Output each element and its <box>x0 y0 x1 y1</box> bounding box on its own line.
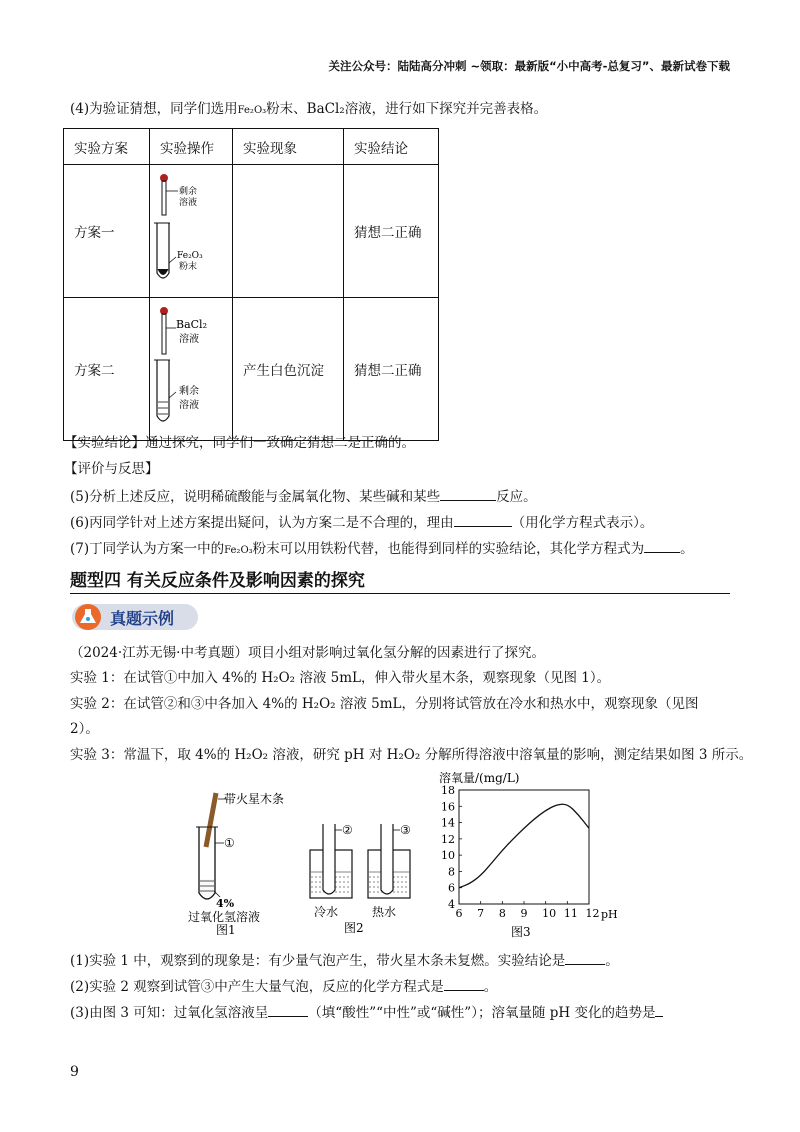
chart-y-tick-label: 18 <box>441 784 455 797</box>
exp3-line: 实验 3：常温下，取 4%的 H₂O₂ 溶液，研究 pH 对 H₂O₂ 分解所得溶液中溶氧量的影响，测定结果如图 3 所示。 <box>70 747 753 763</box>
s3-answer-blank[interactable] <box>268 1002 308 1017</box>
header-operation: 实验操作 <box>150 129 233 165</box>
row1-conclusion: 猜想二正确 <box>344 165 439 298</box>
header-note: 关注公众号：陆陆高分冲刺 ~领取：最新版“小中高考-总复习”、最新试卷下载 <box>328 59 730 73</box>
q7-answer-blank[interactable] <box>644 538 680 553</box>
q4-mid: 粉末、 <box>266 101 307 117</box>
q5-before: (5)分析上述反应，说明稀硫酸能与金属氧化物、某些碱和某些 <box>70 489 441 505</box>
chart-x-tick-label: 11 <box>563 907 578 920</box>
fig2-caption: 图2 <box>344 921 364 935</box>
figure-2 <box>300 820 425 935</box>
row2-plan: 方案二 <box>64 298 150 441</box>
chart-y-tick-label: 6 <box>448 881 455 895</box>
figure-3-chart <box>435 770 620 942</box>
row2-tube-label: 剩余 <box>179 386 199 397</box>
q4-line <box>70 100 547 120</box>
row2-dropper-label: BaCl₂ <box>176 318 207 331</box>
chart-x-tick-label: 7 <box>477 907 485 920</box>
exp2-line: 实验 2：在试管②和③中各加入 4%的 H₂O₂ 溶液 5mL，分别将试管放在冷水和热水中，观察现象（见图 <box>70 696 699 712</box>
q4-fe2o3: Fe₂O₃ <box>237 105 267 116</box>
row1-plan: 方案一 <box>64 165 150 298</box>
s1-end: 。 <box>605 953 619 969</box>
row2-dropper-label2: 溶液 <box>179 334 199 345</box>
q6-after: （用化学方程式表示）。 <box>511 515 654 531</box>
chart-x-tick-label: 10 <box>542 907 557 920</box>
row1-dropper-label2: 溶液 <box>179 198 198 208</box>
s3-after: （填“酸性”“中性”或“碱性”）；溶氧量随 pH 变化的趋势是 <box>308 1005 656 1021</box>
chart-y-tick-label: 10 <box>441 849 455 863</box>
row1-tube-label2: 粉末 <box>179 262 198 272</box>
badge-label: 真题示例 <box>110 609 175 628</box>
chart-y-tick-label: 12 <box>441 832 455 846</box>
chart-y-tick-label: 4 <box>448 898 455 911</box>
q7-after: 粉末可以用铁粉代替，也能得到同样的实验结论，其化学方程式为 <box>252 541 645 557</box>
chart-series-line <box>459 804 589 887</box>
row1-dropper-label: 剩余 <box>179 187 198 197</box>
s3-line <box>70 1002 663 1022</box>
row2-apparatus <box>150 298 232 436</box>
q7-end: 。 <box>680 541 694 557</box>
fig2-tube2-label: ② <box>342 823 353 837</box>
fig1-stick-label: 带火星木条 <box>224 792 285 806</box>
fig2-cold-label: 冷水 <box>314 905 339 919</box>
conclusion-line: 【实验结论】通过探究，同学们一致确定猜想二是正确的。 <box>64 435 415 451</box>
q6-before: (6)丙同学针对上述方案提出疑问，认为方案二是不合理的，理由 <box>70 515 454 531</box>
s3-before: (3)由图 3 可知：过氧化氢溶液呈 <box>70 1005 269 1021</box>
q6-line <box>70 512 653 532</box>
exp2-line-cont: 2）。 <box>70 721 99 737</box>
q7-line <box>70 538 694 560</box>
page-number: 9 <box>70 1064 79 1080</box>
fig2-hot-label: 热水 <box>372 905 397 919</box>
q7-fe2o3: Fe₂O₃ <box>224 545 253 556</box>
section-divider <box>70 593 730 594</box>
test-tube-icon <box>157 360 169 421</box>
chart-x-axis-label: pH <box>601 908 618 921</box>
s1-before: (1)实验 1 中，观察到的现象是：有少量气泡产生，带火星木条未复燃。实验结论是 <box>70 953 566 969</box>
s1-line <box>70 950 619 970</box>
s2-end: 。 <box>483 979 498 995</box>
q5-after: 反应。 <box>496 489 537 505</box>
q5-answer-blank[interactable] <box>440 486 496 501</box>
fig3-caption: 图3 <box>511 925 531 939</box>
chart-x-tick-label: 9 <box>520 907 528 920</box>
fig1-tube-label: ① <box>224 836 235 850</box>
q7-before: (7)丁同学认为方案一中的 <box>70 541 225 557</box>
test-tube-icon <box>323 824 335 894</box>
reflection-heading: 【评价与反思】 <box>64 461 159 477</box>
row2-conclusion: 猜想二正确 <box>344 298 439 441</box>
s2-before: (2)实验 2 观察到试管③中产生大量气泡，反应的化学方程式是 <box>70 979 444 995</box>
header-phenomenon: 实验现象 <box>233 129 344 165</box>
row1-tube-label: Fe₂O₃ <box>177 251 203 261</box>
fig2-tube3-label: ③ <box>400 823 411 837</box>
chart-y-tick-label: 16 <box>441 800 455 814</box>
dropper-icon <box>162 314 166 354</box>
chart-y-axis-label: 溶氧量/(mg/L) <box>439 771 520 785</box>
s2-answer-blank[interactable] <box>444 976 484 991</box>
chart-x-tick-label: 12 <box>585 907 600 920</box>
q4-suffix: 溶液，进行如下探究并完善表格。 <box>344 101 548 117</box>
q6-answer-blank[interactable] <box>454 512 512 527</box>
s2-line <box>70 976 497 996</box>
row2-phenomenon: 产生白色沉淀 <box>233 298 344 441</box>
fig1-caption: 图1 <box>216 923 236 935</box>
row2-operation <box>150 298 233 441</box>
s3-trend-blank[interactable] <box>655 1002 663 1017</box>
table-header-row <box>64 129 439 165</box>
s1-answer-blank[interactable] <box>565 950 605 965</box>
dropper-icon <box>162 181 166 215</box>
table-row <box>64 165 439 298</box>
q4-bacl2: BaCl₂ <box>306 101 345 117</box>
row1-operation <box>150 165 233 298</box>
fig1-percent: 4% <box>216 897 235 910</box>
q5-line <box>70 486 537 506</box>
example-badge <box>70 600 202 632</box>
exp1-line: 实验 1：在试管①中加入 4%的 H₂O₂ 溶液 5mL，伸入带火星木条，观察现象（见图 1）。 <box>70 670 611 686</box>
intro-line: （2024·江苏无锡·中考真题）项目小组对影响过氧化氢分解的因素进行了探究。 <box>70 645 545 661</box>
figure-1 <box>180 785 295 935</box>
chart-y-tick-label: 8 <box>448 865 455 879</box>
header-conclusion: 实验结论 <box>344 129 439 165</box>
q4-prefix: (4)为验证猜想，同学们选用 <box>70 101 238 117</box>
chart-x-tick-label: 6 <box>455 907 463 920</box>
table-row <box>64 298 439 441</box>
row1-apparatus <box>150 165 232 293</box>
chart-x-tick-label: 8 <box>498 907 506 920</box>
header-plan: 实验方案 <box>64 129 150 165</box>
row1-phenomenon <box>233 165 344 298</box>
row2-tube-label2: 溶液 <box>179 400 199 411</box>
chart-y-tick-label: 14 <box>441 816 455 830</box>
section-title: 题型四 有关反应条件及影响因素的探究 <box>70 571 365 591</box>
test-tube-icon <box>381 824 393 894</box>
experiment-table <box>63 128 439 441</box>
fig1-solution-label: 过氧化氢溶液 <box>188 910 261 924</box>
